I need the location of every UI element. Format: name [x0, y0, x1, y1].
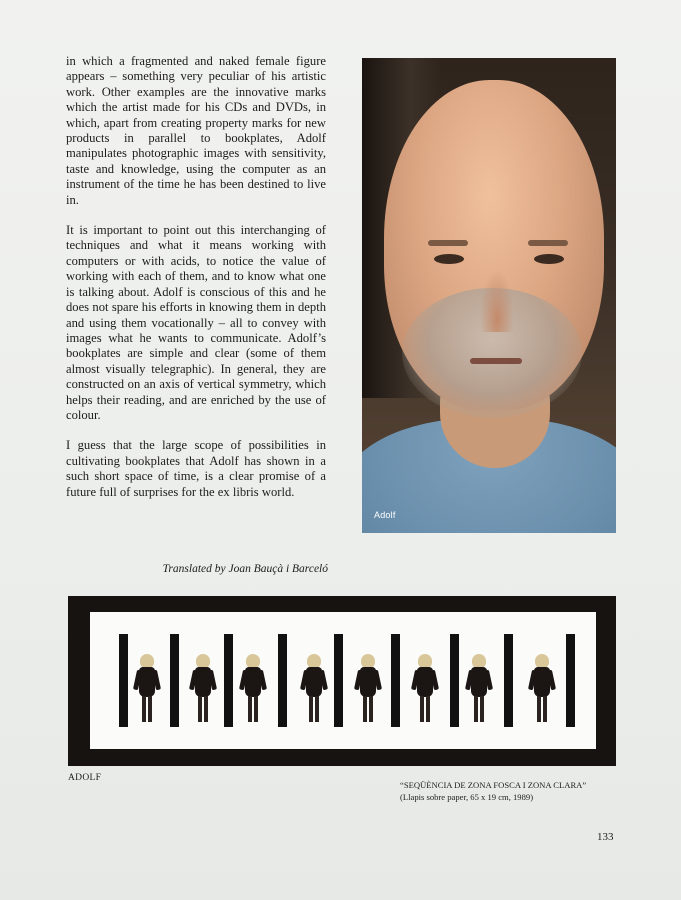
dark-bar — [450, 634, 459, 727]
female-figure — [242, 654, 264, 724]
artwork-sequence — [90, 612, 596, 749]
female-figure — [468, 654, 490, 724]
dark-bar — [391, 634, 400, 727]
dark-bar — [170, 634, 179, 727]
page-number: 133 — [597, 831, 614, 843]
dark-bar — [278, 634, 287, 727]
dark-bar — [334, 634, 343, 727]
paragraph-2: It is important to point out this interchanging of techniques and what it means working with computers or with acids, to notice the value of working with each of them, and to know what one is talking about. Adolf is conscious of this and he does not spare his efforts in knowing them in depth and using them vocationally – all to convey with images what he wants to communicate. Adolf’s bookplates are simple and clear (some of them almost visually telegraphic). In general, they are constructed on an axis of vertical symmetry, which helps their reading, and are enriched by the use of colour. — [66, 223, 326, 422]
artwork-details: (Llapis sobre paper, 65 x 19 cm, 1989) — [400, 792, 534, 802]
right-eye — [534, 254, 564, 264]
artwork-title: “SEQÜÈNCIA DE ZONA FOSCA I ZONA CLARA” — [400, 780, 587, 790]
female-figure — [531, 654, 553, 724]
nose — [480, 268, 514, 332]
body-text-column — [66, 54, 326, 515]
female-figure — [303, 654, 325, 724]
female-figure — [357, 654, 379, 724]
paragraph-1: in which a fragmented and naked female figure appears – something very peculiar of his artistic work. Other examples are the innovative marks which the artist made for his CDs and DVDs, in which, apart from creating property marks for new products in parallel to bookplates, Adolf manipulates photographic images with sensitivity, taste and knowledge, using the computer as an instrument of the time he has been destined to live in. — [66, 54, 326, 207]
left-eye — [434, 254, 464, 264]
female-figure — [414, 654, 436, 724]
dark-bar — [119, 634, 128, 727]
paragraph-3: I guess that the large scope of possibilities in cultivating bookplates that Adolf has shown in a such short space of time, is a clear promise of a future full of surprises for the ex libris world. — [66, 438, 326, 499]
right-eyebrow — [528, 240, 568, 246]
translator-credit: Translated by Joan Bauçà i Barceló — [162, 563, 328, 575]
female-figure — [136, 654, 158, 724]
portrait-photo — [362, 58, 616, 533]
artwork-caption — [400, 779, 620, 803]
dark-bar — [566, 634, 575, 727]
photo-caption: Adolf — [374, 510, 396, 520]
dark-bar — [224, 634, 233, 727]
mouth — [470, 358, 522, 364]
female-figure — [192, 654, 214, 724]
dark-bar — [504, 634, 513, 727]
left-eyebrow — [428, 240, 468, 246]
artwork-frame — [68, 596, 616, 766]
artist-label: ADOLF — [68, 773, 102, 783]
